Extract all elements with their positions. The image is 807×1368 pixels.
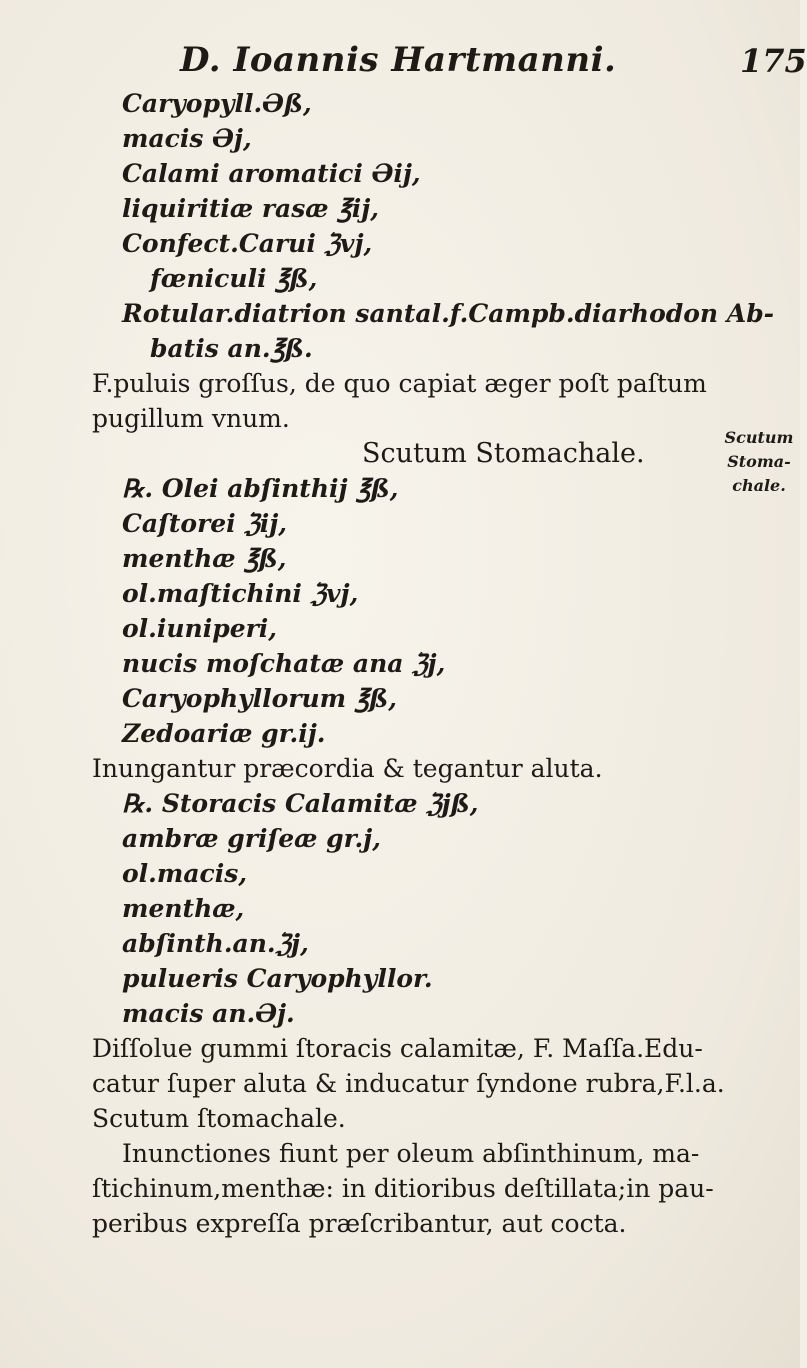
- text-line: pulueris Caryophyllor.: [122, 964, 433, 993]
- text-line: Zedoariæ gr.ij.: [122, 719, 326, 748]
- text-line: Caryophyllorum ℥ß,: [122, 684, 397, 713]
- page-body-text: [92, 86, 775, 1241]
- text-line: macis Əj,: [122, 124, 252, 153]
- text-line: Calami aromatici Əij,: [122, 159, 421, 188]
- margin-note: [722, 426, 796, 498]
- text-line: ambræ griſeæ gr.j,: [122, 824, 381, 853]
- text-line: peribus expreſſa præſcribantur, aut cocta.: [92, 1209, 627, 1238]
- text-line: catur ſuper aluta & inducatur ſyndone rubra,F.l.a.: [92, 1069, 725, 1098]
- running-head: D. Ioannis Hartmanni.: [180, 40, 617, 80]
- margin-note-line: Stoma-: [727, 452, 791, 471]
- text-line: Rotular.diatrion santal.f.Campb.diarhodon Ab-: [122, 299, 775, 328]
- text-line: fœniculi ℥ß,: [150, 264, 318, 293]
- text-line: ol.macis,: [122, 859, 248, 888]
- text-line: Inunctiones fiunt per oleum abſinthinum, ma-: [122, 1139, 700, 1168]
- margin-note-line: Scutum: [724, 428, 794, 447]
- text-line: menthæ ℥ß,: [122, 544, 287, 573]
- margin-note-line: chale.: [732, 476, 786, 495]
- text-line: batis an.℥ß.: [150, 334, 313, 363]
- text-line: Caryopyll.Əß,: [122, 89, 312, 118]
- text-line: ℞. Olei abſinthij ℥ß,: [122, 474, 399, 503]
- text-line: ℞. Storacis Calamitæ ℨjß,: [122, 789, 479, 818]
- text-line: ol.maſtichini ℨvj,: [122, 579, 359, 608]
- text-line: ſtichinum,menthæ: in ditioribus deſtillata;in pau-: [92, 1174, 714, 1203]
- text-line: F.puluis groſſus, de quo capiat æger poſt paſtum: [92, 369, 707, 398]
- text-line: Diſſolue gummi ſtoracis calamitæ, F. Maſſa.Edu-: [92, 1034, 703, 1063]
- text-line: Scutum ſtomachale.: [92, 1104, 346, 1133]
- page-header: [0, 40, 807, 84]
- text-line: nucis moſchatæ ana ℨj,: [122, 649, 446, 678]
- text-line: pugillum vnum.: [92, 404, 290, 433]
- text-line: macis an.Əj.: [122, 999, 295, 1028]
- page-number: 175: [740, 42, 807, 80]
- text-line: menthæ,: [122, 894, 245, 923]
- text-line: Inungantur præcordia & tegantur aluta.: [92, 754, 603, 783]
- text-line: ol.iuniperi,: [122, 614, 277, 643]
- text-line: abſinth.an.ℨj,: [122, 929, 309, 958]
- text-line: Scutum Stomachale.: [362, 438, 645, 469]
- text-line: Confect.Carui ℨvj,: [122, 229, 373, 258]
- text-line: Caſtorei ℨij,: [122, 509, 288, 538]
- text-line: liquiritiæ rasæ ℥ij,: [122, 194, 379, 223]
